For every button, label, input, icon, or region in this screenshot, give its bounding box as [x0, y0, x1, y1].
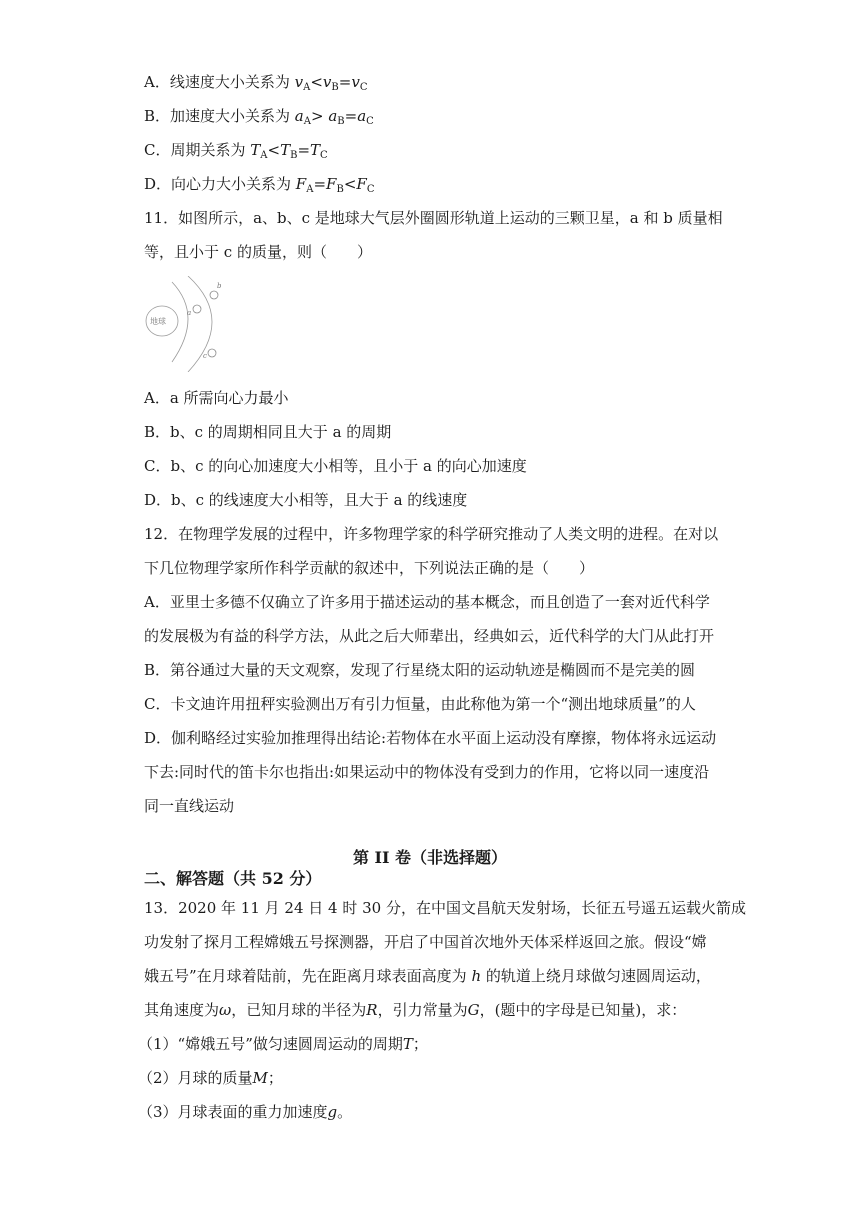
q13-line4-c: ，引力常量为	[377, 1001, 468, 1019]
q11-option-c: C．b、c 的向心加速度大小相等，且小于 a 的向心加速度	[144, 457, 527, 475]
q13-part3	[138, 1102, 352, 1122]
label-c: c	[203, 352, 207, 360]
q13-line1: 13．2020 年 11 月 24 日 4 时 30 分，在中国文昌航天发射场，长征五号遥五运载火箭成	[144, 899, 746, 917]
q13-part2-sep: ；	[267, 1069, 283, 1087]
q13-line4-d: ，(题中的字母是已知量)，求：	[479, 1001, 687, 1019]
q12-option-b: B．第谷通过大量的天文观察，发现了行星绕太阳的运动轨迹是椭圆而不是完美的圆	[144, 661, 696, 679]
label-a: a	[187, 309, 192, 317]
q10-option-c: C．周期关系为 $T_A<T_B=T_C$	[144, 141, 328, 161]
q13-line4-a: 其角速度为	[144, 1001, 220, 1019]
q11-option-d: D．b、c 的线速度大小相等，且大于 a 的线速度	[144, 491, 468, 509]
q13-line4	[144, 1000, 686, 1020]
q13-line3	[144, 966, 711, 986]
satellite-c	[208, 349, 216, 357]
q10-option-c-text: C．周期关系为	[144, 141, 251, 159]
q13-part1	[138, 1034, 428, 1054]
q13-part3-text: （3）月球表面的重力加速度	[138, 1103, 328, 1121]
q12-stem-line2: 下几位物理学家所作科学贡献的叙述中，下列说法正确的是（ ）	[144, 559, 595, 577]
q13-part3-end: 。	[337, 1103, 353, 1121]
satellite-b	[210, 291, 218, 299]
q13-line4-b: ，已知月球的半径为	[231, 1001, 367, 1019]
symbol-G: G	[467, 1001, 480, 1019]
q11-stem-line2: 等，且小于 c 的质量，则（ ）	[144, 243, 372, 261]
section-part-heading: 二、解答题（共 52 分）	[144, 869, 322, 888]
q10-option-b-text: B．加速度大小关系为	[144, 107, 295, 125]
q13-line3-a: 娥五号”在月球着陆前，先在距离月球表面高度为	[144, 967, 472, 985]
q13-part1-sep: ；	[412, 1035, 428, 1053]
symbol-g: g	[327, 1103, 338, 1121]
q11-stem-line1: 11．如图所示，a、b、c 是地球大气层外圈圆形轨道上运动的三颗卫星，a 和 b 质量相	[144, 209, 723, 227]
q12-option-d-line3: 同一直线运动	[144, 797, 235, 815]
q12-option-d-line1: D．伽利略经过实验加推理得出结论:若物体在水平面上运动没有摩擦，物体将永远运动	[144, 729, 717, 747]
q12-option-a-line2: 的发展极为有益的科学方法，从此之后大师辈出，经典如云，近代科学的大门从此打开	[144, 627, 715, 645]
q13-line2: 功发射了探月工程嫦娥五号探测器，开启了中国首次地外天体采样返回之旅。假设“嫦	[144, 933, 707, 951]
satellite-a	[193, 305, 201, 313]
symbol-M: M	[252, 1069, 268, 1087]
q10-option-b: B．加速度大小关系为 $a_A> a_B=a_C$	[144, 107, 374, 127]
q13-part2	[138, 1068, 283, 1088]
symbol-h: h	[471, 967, 482, 985]
q11-option-a: A．a 所需向心力最小	[144, 389, 289, 407]
q12-option-d-line2: 下去:同时代的笛卡尔也指出:如果运动中的物体没有受到力的作用，它将以同一速度沿	[144, 763, 710, 781]
q10-option-a-text: A．线速度大小关系为	[144, 73, 295, 91]
q12-option-a-line1: A．亚里士多德不仅确立了许多用于描述运动的基本概念，而且创造了一套对近代科学	[144, 593, 710, 611]
q13-part2-text: （2）月球的质量	[138, 1069, 253, 1087]
orbit-a	[172, 282, 188, 362]
earth-label: 地球	[150, 317, 166, 326]
q10-option-d: D．向心力大小关系为 $F_A=F_B<F_C$	[144, 175, 375, 195]
q12-option-c: C．卡文迪许用扭秤实验测出万有引力恒量，由此称他为第一个“测出地球质量”的人	[144, 695, 696, 713]
q13-part1-text: （1）“嫦娥五号”做匀速圆周运动的周期	[138, 1035, 403, 1053]
symbol-T: T	[402, 1035, 413, 1053]
symbol-omega: ω	[219, 1001, 232, 1019]
q12-stem-line1: 12．在物理学发展的过程中，许多物理学家的科学研究推动了人类文明的进程。在对以	[144, 525, 719, 543]
symbol-R: R	[366, 1001, 378, 1019]
q11-option-b: B．b、c 的周期相同且大于 a 的周期	[144, 423, 392, 441]
satellite-orbit-figure	[144, 276, 244, 372]
q13-line3-b: 的轨道上绕月球做匀速圆周运动，	[481, 967, 711, 985]
label-b: b	[217, 282, 222, 290]
section-title: 第 II 卷（非选择题）	[352, 848, 508, 867]
q10-option-d-text: D．向心力大小关系为	[144, 175, 296, 193]
orbit-bc	[188, 276, 212, 372]
q10-option-a: A．线速度大小关系为 $v_A<v_B=v_C$	[144, 73, 368, 93]
